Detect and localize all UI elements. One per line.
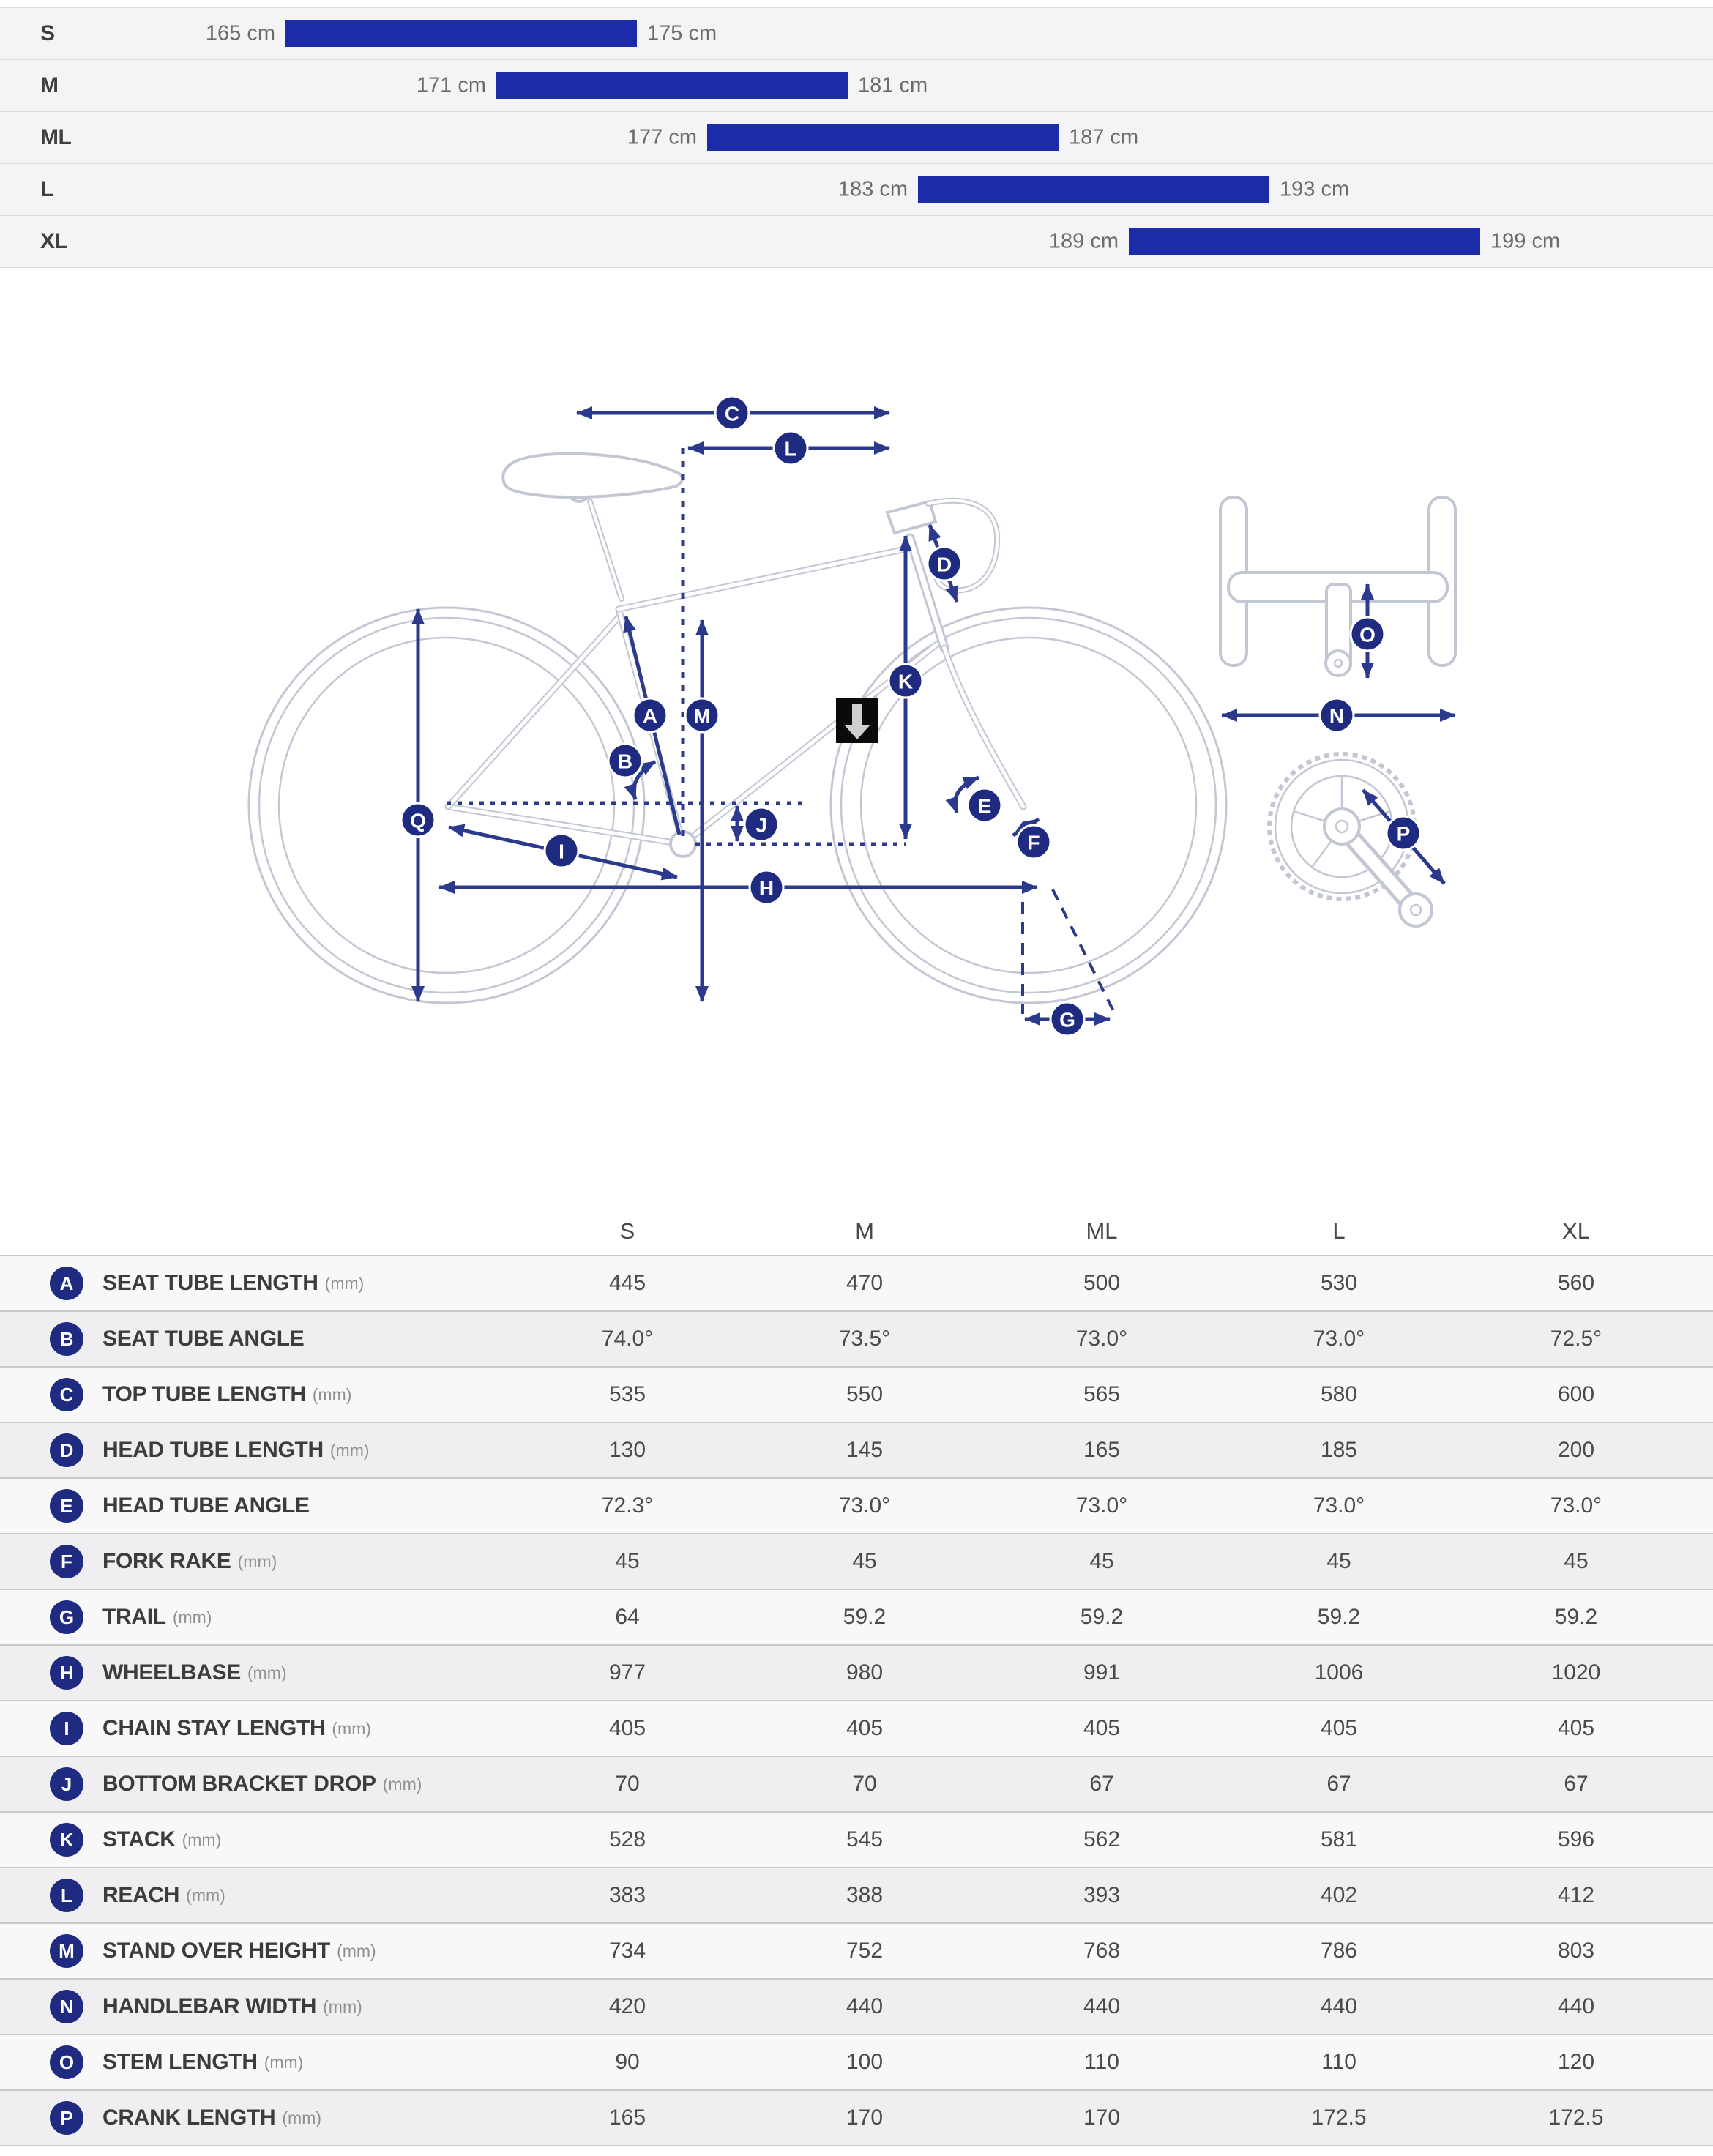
geometry-value: 59.2 bbox=[1080, 1605, 1124, 1629]
geometry-value: 165 bbox=[608, 2105, 646, 2130]
diagram-label-letter: I bbox=[559, 840, 564, 863]
size-row bbox=[0, 112, 1713, 164]
measure-name: SEAT TUBE ANGLE bbox=[102, 1327, 305, 1351]
min-height-label: 183 cm bbox=[837, 177, 908, 201]
column-header-M: M bbox=[746, 1208, 983, 1256]
measure-name: STEM LENGTH bbox=[102, 2050, 258, 2074]
saddle bbox=[503, 454, 682, 497]
size-label: ML bbox=[40, 125, 72, 149]
geometry-value: 110 bbox=[1321, 2050, 1356, 2074]
table-row bbox=[0, 1701, 1713, 1756]
measure-name: CRANK LENGTH bbox=[102, 2105, 276, 2130]
table-row bbox=[0, 1478, 1713, 1534]
height-range-bar bbox=[1129, 228, 1480, 255]
geometry-value: 545 bbox=[846, 1827, 884, 1851]
max-height-label: 175 cm bbox=[647, 21, 717, 45]
geometry-value: 72.5° bbox=[1550, 1327, 1602, 1351]
row-key-badge: F bbox=[50, 1545, 83, 1578]
geometry-value: 803 bbox=[1557, 1939, 1595, 1963]
measure-name: SEAT TUBE LENGTH bbox=[102, 1271, 318, 1295]
geometry-value: 145 bbox=[846, 1438, 884, 1462]
size-label: L bbox=[40, 177, 53, 201]
measure-label-cell bbox=[0, 2090, 509, 2146]
geometry-value: 172.5 bbox=[1311, 2105, 1367, 2130]
measure-unit: (mm) bbox=[332, 1718, 372, 1738]
row-key-badge: J bbox=[50, 1767, 83, 1801]
geometry-value: 73.0° bbox=[838, 1493, 891, 1518]
table-row bbox=[0, 1534, 1713, 1589]
measure-label-cell bbox=[0, 1367, 509, 1422]
measure-label-cell bbox=[0, 1534, 509, 1589]
measure-name: HEAD TUBE ANGLE bbox=[102, 1493, 310, 1518]
geometry-value: 440 bbox=[1083, 1994, 1121, 2018]
table-row bbox=[0, 1422, 1713, 1478]
measure-label-cell bbox=[0, 1311, 509, 1367]
geometry-value: 45 bbox=[1564, 1549, 1589, 1573]
table-row bbox=[0, 1589, 1713, 1645]
geometry-value: 73.5° bbox=[838, 1327, 891, 1351]
geometry-value: 45 bbox=[1089, 1549, 1114, 1573]
diagram-label-letter: F bbox=[1027, 831, 1040, 854]
geometry-value: 70 bbox=[615, 1772, 640, 1796]
measure-unit: (mm) bbox=[324, 1273, 365, 1293]
measure-unit: (mm) bbox=[382, 1774, 422, 1794]
geometry-value: 200 bbox=[1557, 1438, 1595, 1462]
diagram-label-letter: D bbox=[936, 553, 952, 576]
measure-unit: (mm) bbox=[312, 1384, 352, 1404]
diagram-label-letter: E bbox=[977, 794, 992, 818]
measure-name: STACK bbox=[102, 1827, 176, 1851]
measure-name: WHEELBASE bbox=[102, 1660, 241, 1685]
measure-unit: (mm) bbox=[237, 1551, 277, 1571]
row-key-badge: O bbox=[50, 2045, 83, 2079]
max-height-label: 181 cm bbox=[858, 73, 928, 97]
measure-name: HEAD TUBE LENGTH bbox=[102, 1438, 324, 1462]
geometry-table bbox=[0, 1208, 1713, 2146]
geometry-value: 600 bbox=[1557, 1382, 1595, 1406]
max-height-label: 193 cm bbox=[1280, 177, 1350, 201]
measure-label-cell bbox=[0, 1923, 509, 1979]
min-height-label: 189 cm bbox=[1048, 229, 1119, 253]
geometry-value: 500 bbox=[1083, 1271, 1121, 1295]
geometry-value: 74.0° bbox=[601, 1327, 654, 1351]
bike-geometry-diagram bbox=[0, 351, 1713, 1062]
row-key-badge: A bbox=[50, 1267, 83, 1300]
diagram-label-letter: Q bbox=[410, 809, 426, 832]
measure-name: TOP TUBE LENGTH bbox=[102, 1382, 306, 1406]
geometry-value: 130 bbox=[608, 1438, 646, 1462]
geometry-value: 420 bbox=[608, 1994, 646, 2018]
row-key-badge: G bbox=[50, 1600, 83, 1634]
geometry-value: 393 bbox=[1083, 1883, 1121, 1907]
table-row bbox=[0, 1923, 1713, 1979]
geometry-value: 73.0° bbox=[1075, 1493, 1128, 1518]
row-key-badge: M bbox=[50, 1934, 83, 1968]
geometry-value: 185 bbox=[1320, 1438, 1358, 1462]
size-row bbox=[0, 164, 1713, 216]
geometry-value: 405 bbox=[608, 1716, 646, 1740]
measure-unit: (mm) bbox=[172, 1607, 212, 1627]
measure-unit: (mm) bbox=[329, 1440, 370, 1460]
height-range-bar bbox=[286, 20, 637, 47]
geometry-value: 977 bbox=[608, 1660, 646, 1685]
geometry-value: 67 bbox=[1089, 1772, 1114, 1796]
geometry-value: 59.2 bbox=[1317, 1605, 1361, 1629]
measure-unit: (mm) bbox=[282, 2108, 322, 2127]
measure-unit: (mm) bbox=[337, 1941, 376, 1961]
geometry-value: 170 bbox=[846, 2105, 884, 2130]
table-row bbox=[0, 2034, 1713, 2090]
diagram-label-letter: O bbox=[1359, 623, 1376, 646]
geometry-value: 165 bbox=[1083, 1438, 1121, 1462]
measure-label-cell bbox=[0, 1645, 509, 1701]
geometry-value: 530 bbox=[1320, 1271, 1358, 1295]
geometry-value: 405 bbox=[1320, 1716, 1358, 1740]
geometry-value: 67 bbox=[1326, 1772, 1351, 1796]
diagram-label-letter: B bbox=[617, 750, 633, 773]
geometry-value: 72.3° bbox=[601, 1493, 654, 1518]
size-row bbox=[0, 60, 1713, 112]
measure-name: FORK RAKE bbox=[102, 1549, 231, 1573]
max-height-label: 187 cm bbox=[1069, 125, 1139, 149]
diagram-label-letter: C bbox=[724, 402, 740, 425]
geometry-value: 768 bbox=[1083, 1939, 1121, 1963]
geometry-value: 562 bbox=[1083, 1827, 1121, 1851]
measure-name: STAND OVER HEIGHT bbox=[102, 1939, 331, 1963]
geometry-value: 67 bbox=[1564, 1772, 1589, 1796]
label-column-header bbox=[0, 1208, 509, 1256]
size-row bbox=[0, 216, 1713, 268]
measure-name: TRAIL bbox=[102, 1605, 166, 1629]
row-key-badge: L bbox=[50, 1879, 83, 1912]
diagram-label-letter: L bbox=[784, 437, 797, 460]
geometry-value: 581 bbox=[1320, 1827, 1358, 1851]
geometry-value: 565 bbox=[1083, 1382, 1121, 1406]
geometry-value: 170 bbox=[1083, 2105, 1121, 2130]
row-key-badge: I bbox=[50, 1712, 83, 1745]
row-key-badge: H bbox=[50, 1656, 83, 1690]
measure-unit: (mm) bbox=[182, 1829, 222, 1849]
geometry-value: 1020 bbox=[1551, 1660, 1601, 1685]
geometry-value: 440 bbox=[846, 1994, 884, 2018]
measure-label-cell bbox=[0, 1422, 509, 1478]
diagram-label-letter: K bbox=[897, 670, 914, 693]
geometry-value: 59.2 bbox=[1554, 1605, 1598, 1629]
column-header-ML: ML bbox=[983, 1208, 1220, 1256]
geometry-value: 1006 bbox=[1314, 1660, 1364, 1685]
geometry-value: 405 bbox=[1557, 1716, 1595, 1740]
geometry-value: 90 bbox=[615, 2050, 640, 2074]
geometry-value: 991 bbox=[1083, 1660, 1121, 1685]
column-header-S: S bbox=[509, 1208, 746, 1256]
geometry-value: 412 bbox=[1557, 1883, 1595, 1907]
geometry-value: 580 bbox=[1320, 1382, 1358, 1406]
geometry-value: 786 bbox=[1320, 1939, 1358, 1963]
row-key-badge: C bbox=[50, 1378, 83, 1411]
diagram-label-letter: H bbox=[758, 876, 775, 900]
down-arrow-icon bbox=[836, 698, 878, 743]
diagram-label-letter: N bbox=[1329, 704, 1345, 728]
geometry-value: 528 bbox=[608, 1827, 646, 1851]
table-row bbox=[0, 1868, 1713, 1923]
geometry-value: 120 bbox=[1557, 2050, 1595, 2074]
geometry-value: 45 bbox=[852, 1549, 877, 1573]
table-row bbox=[0, 1812, 1713, 1868]
table-header-row bbox=[0, 1208, 1713, 1256]
measure-label-cell bbox=[0, 1868, 509, 1923]
geometry-value: 100 bbox=[846, 2050, 884, 2074]
geometry-value: 388 bbox=[846, 1883, 884, 1907]
geometry-value: 45 bbox=[615, 1549, 640, 1573]
geometry-value: 445 bbox=[608, 1271, 646, 1295]
diagram-label-letter: G bbox=[1059, 1008, 1075, 1032]
measure-label-cell bbox=[0, 1812, 509, 1868]
table-row bbox=[0, 1756, 1713, 1812]
height-range-bar bbox=[707, 124, 1059, 151]
geometry-value: 405 bbox=[846, 1716, 884, 1740]
row-key-badge: D bbox=[50, 1433, 83, 1467]
geometry-value: 752 bbox=[846, 1939, 884, 1963]
row-key-badge: P bbox=[50, 2101, 83, 2135]
geometry-value: 402 bbox=[1320, 1883, 1358, 1907]
geometry-value: 734 bbox=[608, 1939, 646, 1963]
geometry-value: 560 bbox=[1557, 1271, 1595, 1295]
column-header-L: L bbox=[1220, 1208, 1458, 1256]
geometry-value: 550 bbox=[846, 1382, 884, 1406]
geometry-value: 70 bbox=[852, 1772, 877, 1796]
min-height-label: 165 cm bbox=[205, 21, 275, 45]
measure-label-cell bbox=[0, 1701, 509, 1756]
geometry-value: 172.5 bbox=[1548, 2105, 1604, 2130]
measure-name: REACH bbox=[102, 1883, 180, 1907]
table-row bbox=[0, 1979, 1713, 2034]
measure-name: BOTTOM BRACKET DROP bbox=[102, 1772, 376, 1796]
min-height-label: 177 cm bbox=[627, 125, 697, 149]
handlebar-top-view bbox=[1220, 497, 1455, 676]
geometry-value: 59.2 bbox=[843, 1605, 887, 1629]
geometry-value: 383 bbox=[608, 1883, 646, 1907]
row-key-badge: K bbox=[50, 1823, 83, 1857]
geometry-value: 440 bbox=[1320, 1994, 1358, 2018]
row-key-badge: E bbox=[50, 1489, 83, 1523]
table-row bbox=[0, 2090, 1713, 2146]
geometry-value: 980 bbox=[846, 1660, 884, 1685]
measure-label-cell bbox=[0, 1979, 509, 2034]
geometry-value: 535 bbox=[608, 1382, 646, 1406]
front-wheel bbox=[831, 608, 1226, 1003]
measure-label-cell bbox=[0, 1589, 509, 1645]
measure-label-cell bbox=[0, 1478, 509, 1534]
size-label: M bbox=[40, 73, 59, 97]
diagram-label-letter: A bbox=[642, 704, 658, 728]
geometry-value: 64 bbox=[615, 1605, 640, 1629]
geometry-value: 596 bbox=[1557, 1827, 1595, 1851]
geometry-value: 405 bbox=[1083, 1716, 1121, 1740]
bike-frame-drawing bbox=[249, 454, 1226, 1003]
measure-unit: (mm) bbox=[186, 1885, 225, 1905]
column-header-XL: XL bbox=[1458, 1208, 1695, 1256]
geometry-value: 73.0° bbox=[1313, 1493, 1365, 1518]
table-row bbox=[0, 1645, 1713, 1701]
table-row bbox=[0, 1367, 1713, 1422]
measure-label-cell bbox=[0, 1256, 509, 1311]
row-key-badge: B bbox=[50, 1322, 83, 1356]
row-key-badge: N bbox=[50, 1990, 83, 2023]
geometry-value: 110 bbox=[1084, 2050, 1119, 2074]
height-range-bar bbox=[496, 72, 848, 99]
geometry-value: 45 bbox=[1326, 1549, 1351, 1573]
geometry-value: 73.0° bbox=[1075, 1327, 1128, 1351]
measure-name: HANDLEBAR WIDTH bbox=[102, 1994, 317, 2018]
geometry-value: 470 bbox=[846, 1271, 884, 1295]
max-height-label: 199 cm bbox=[1490, 229, 1561, 253]
measure-name: CHAIN STAY LENGTH bbox=[102, 1716, 326, 1740]
measure-label-cell bbox=[0, 1756, 509, 1812]
measure-unit: (mm) bbox=[323, 1996, 362, 2016]
table-row bbox=[0, 1311, 1713, 1367]
min-height-label: 171 cm bbox=[416, 73, 486, 97]
rider-height-chart bbox=[0, 7, 1713, 268]
size-label: S bbox=[40, 21, 55, 45]
measure-unit: (mm) bbox=[247, 1663, 287, 1682]
diagram-label-letter: P bbox=[1396, 822, 1411, 846]
geometry-value: 440 bbox=[1557, 1994, 1595, 2018]
geometry-value: 73.0° bbox=[1313, 1327, 1365, 1351]
height-range-bar bbox=[918, 176, 1269, 203]
diagram-label-letter: J bbox=[755, 813, 767, 837]
measure-label-cell bbox=[0, 2034, 509, 2090]
geometry-value: 73.0° bbox=[1550, 1493, 1602, 1518]
size-label: XL bbox=[40, 229, 68, 253]
table-row bbox=[0, 1256, 1713, 1311]
diagram-label-letter: M bbox=[693, 704, 711, 728]
reference-lines bbox=[447, 448, 1115, 1014]
size-row bbox=[0, 8, 1713, 60]
measure-unit: (mm) bbox=[264, 2052, 304, 2072]
